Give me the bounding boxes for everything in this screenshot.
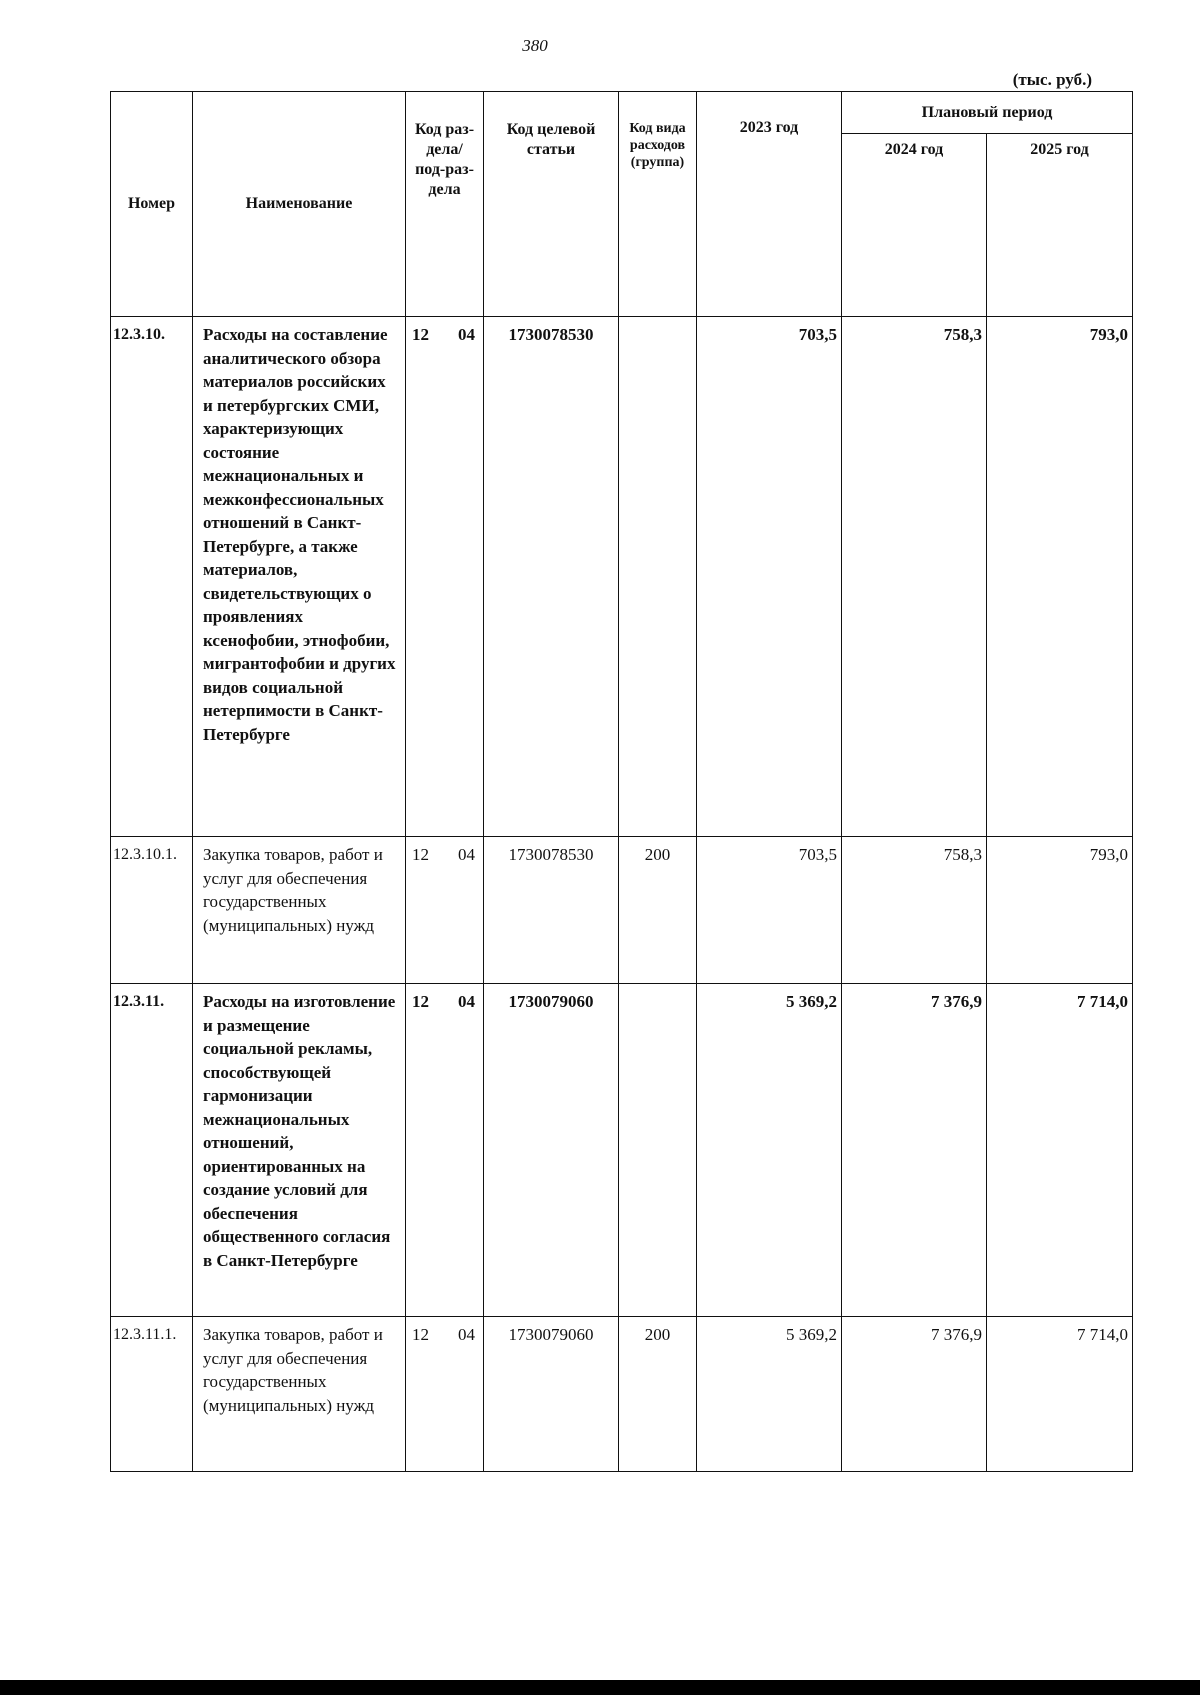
row-target-code: 1730078530: [484, 317, 619, 837]
budget-table: [110, 91, 1133, 1472]
row-name: Расходы на составление аналитического обзора материалов российских и петербургских СМИ, характеризующих состояние межнациональных и межконфессиональных отношений в Санкт-Петербурге, а также материалов, свидетельствующих о проявлениях ксенофобии, этнофобии, мигрантофобии и других видов социальной нетерпимости в Санкт-Петербурге: [193, 317, 406, 837]
row-number: 12.3.11.1.: [111, 1317, 193, 1472]
row-name: Расходы на изготовление и размещение социальной рекламы, способствующей гармонизации межнациональных отношений, ориентированных на создание условий для обеспечения общественного согласия в Санкт-Петербурге: [193, 984, 406, 1317]
row-number: 12.3.10.: [111, 317, 193, 837]
row-name: Закупка товаров, работ и услуг для обеспечения государственных (муниципальных) нужд: [193, 837, 406, 984]
header-year-2024: 2024 год: [842, 134, 987, 317]
subsection: 04: [458, 992, 475, 1011]
row-number: 12.3.11.: [111, 984, 193, 1317]
table-row: [111, 317, 1133, 837]
row-value-2025: 793,0: [987, 317, 1133, 837]
page-number: 380: [522, 36, 548, 55]
section: 12: [412, 325, 429, 344]
row-expense-type: 200: [619, 837, 697, 984]
header-target-code: Код целевой статьи: [484, 92, 619, 317]
row-target-code: 1730079060: [484, 1317, 619, 1472]
table-row: [111, 837, 1133, 984]
header-year-2025: 2025 год: [987, 134, 1133, 317]
table-row: [111, 984, 1133, 1317]
row-value-2025: 7 714,0: [987, 984, 1133, 1317]
row-value-2023: 5 369,2: [697, 984, 842, 1317]
row-name: Закупка товаров, работ и услуг для обеспечения государственных (муниципальных) нужд: [193, 1317, 406, 1472]
row-value-2024: 758,3: [842, 837, 987, 984]
row-value-2024: 7 376,9: [842, 984, 987, 1317]
row-value-2023: 703,5: [697, 317, 842, 837]
row-section-code: [406, 984, 484, 1317]
table-row: [111, 1317, 1133, 1472]
header-number: Номер: [111, 92, 193, 317]
row-value-2025: 7 714,0: [987, 1317, 1133, 1472]
section: 12: [412, 992, 429, 1011]
subsection: 04: [458, 325, 475, 344]
row-number: 12.3.10.1.: [111, 837, 193, 984]
row-value-2024: 758,3: [842, 317, 987, 837]
subsection: 04: [458, 845, 475, 864]
row-section-code: [406, 317, 484, 837]
row-value-2025: 793,0: [987, 837, 1133, 984]
row-expense-type: [619, 317, 697, 837]
subsection: 04: [458, 1325, 475, 1344]
row-value-2024: 7 376,9: [842, 1317, 987, 1472]
row-expense-type: 200: [619, 1317, 697, 1472]
row-expense-type: [619, 984, 697, 1317]
header-expense-type: Код вида расходов (группа): [619, 92, 697, 317]
row-section-code: [406, 837, 484, 984]
header-planned-period: Плановый период: [842, 92, 1133, 134]
header-year-2023: 2023 год: [697, 92, 842, 317]
table-header: [111, 92, 1133, 317]
row-value-2023: 703,5: [697, 837, 842, 984]
row-section-code: [406, 1317, 484, 1472]
section: 12: [412, 845, 429, 864]
section: 12: [412, 1325, 429, 1344]
row-value-2023: 5 369,2: [697, 1317, 842, 1472]
scan-edge-bar: [0, 1680, 1200, 1695]
row-target-code: 1730078530: [484, 837, 619, 984]
row-target-code: 1730079060: [484, 984, 619, 1317]
header-section-code: Код раз-дела/ под-раз-дела: [406, 92, 484, 317]
units-label: (тыс. руб.): [1012, 70, 1092, 89]
header-name: Наименование: [193, 92, 406, 317]
